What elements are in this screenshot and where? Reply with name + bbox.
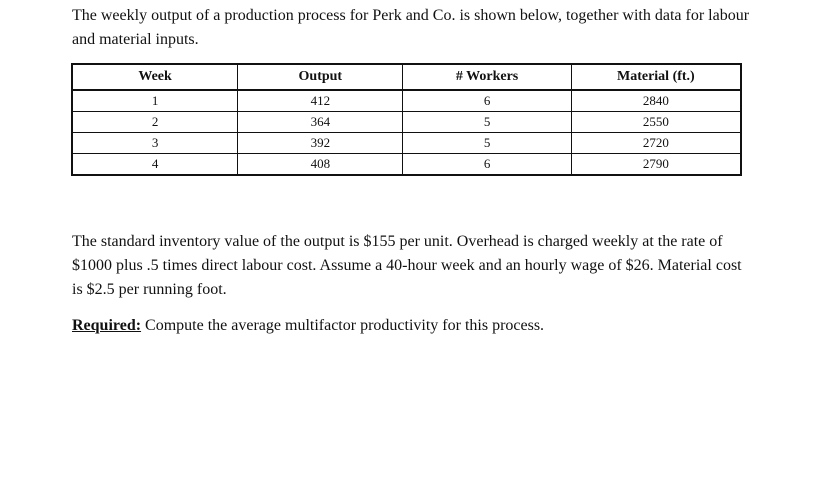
cell-output: 392	[238, 133, 403, 154]
intro-paragraph: The weekly output of a production process for Perk and Co. is shown below, together with data for labour and material inputs.	[72, 7, 750, 48]
required-label: Required:	[72, 317, 142, 334]
table-row	[72, 112, 741, 133]
standard-value-paragraph: The standard inventory value of the output is $155 per unit. Overhead is charged weekly at the rate of $1000 plus .5 times direct labour cost. Assume a 40-hour week and an hourly wage of $26. Material cost is $2.5 per running foot.	[72, 233, 742, 298]
cell-workers: 5	[403, 112, 571, 133]
header-output: Output	[238, 64, 403, 90]
cell-output: 412	[238, 90, 403, 112]
table-row	[72, 154, 741, 176]
cell-week: 1	[72, 90, 238, 112]
required-text: Compute the average multifactor productivity for this process.	[141, 317, 545, 334]
required-paragraph	[72, 314, 752, 338]
production-data-table	[71, 63, 742, 176]
cell-week: 3	[72, 133, 238, 154]
cell-output: 408	[238, 154, 403, 176]
header-week: Week	[72, 64, 238, 90]
cell-workers: 6	[403, 154, 571, 176]
table-row	[72, 90, 741, 112]
cell-material: 2790	[571, 154, 741, 176]
header-workers: # Workers	[403, 64, 571, 90]
cell-workers: 5	[403, 133, 571, 154]
table-header-row	[72, 64, 741, 90]
cell-output: 364	[238, 112, 403, 133]
header-material: Material (ft.)	[571, 64, 741, 90]
table-row	[72, 133, 741, 154]
cell-week: 4	[72, 154, 238, 176]
cell-workers: 6	[403, 90, 571, 112]
cell-material: 2840	[571, 90, 741, 112]
cell-week: 2	[72, 112, 238, 133]
cell-material: 2720	[571, 133, 741, 154]
cell-material: 2550	[571, 112, 741, 133]
